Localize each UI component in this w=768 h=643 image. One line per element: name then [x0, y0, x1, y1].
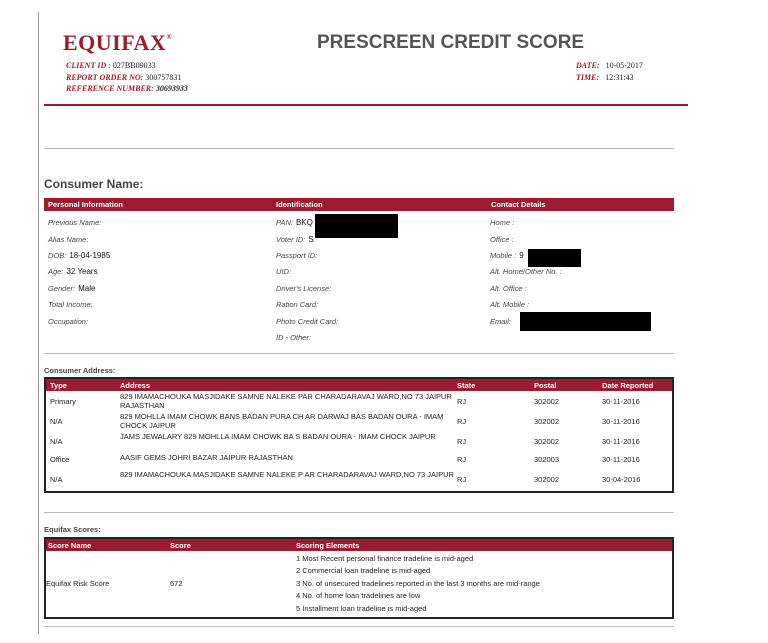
address-table: [44, 377, 674, 493]
address-row: Primary 829 IMAMACHOUKA MASJIDAKE SAMNE NALEKE PAR CHARADARAVAJ WARD,NO 73 JAIPUR RAJASTHAN RJ 302002 30-11-2016: [50, 392, 640, 410]
identification-heading: Identification: [276, 200, 323, 209]
score-name-value: Equifax Risk Score: [46, 579, 110, 588]
col-postal: Postal: [534, 380, 557, 390]
passport-id-field: Passport ID:: [276, 251, 318, 260]
scoring-element: 2 Commercial loan tradeline is mid-aged: [296, 566, 431, 575]
col-scoring-elements: Scoring Elements: [296, 540, 360, 550]
scores-divider: [44, 512, 674, 513]
report-datetime: [576, 60, 643, 83]
contact-details-heading: Contact Details: [491, 200, 546, 209]
age-field: Age: 32 Years: [48, 267, 98, 276]
redaction-pan-voter: [315, 214, 398, 238]
personal-info-heading: Personal Information: [48, 200, 124, 209]
consumer-info-header: [44, 198, 674, 211]
total-income-field: Total Income:: [48, 300, 93, 309]
redaction-email: [520, 312, 651, 331]
home-phone-field: Home :: [490, 218, 515, 227]
time-label: TIME:: [576, 72, 600, 82]
id-other-field: ID - Other:: [276, 333, 312, 342]
col-state: State: [457, 380, 476, 390]
col-date-reported: Date Reported: [602, 380, 654, 390]
previous-name-field: Previous Name:: [48, 218, 102, 227]
reference-label: REFERENCE NUMBER:: [66, 84, 154, 93]
scoring-element: 5 Installment loan tradeline is mid-aged: [296, 604, 427, 613]
equifax-logo: EQUIFAX®: [63, 30, 173, 55]
address-row: N/A 829 MOHLLA IMAM CHOWK BANS BADAN PURA CH AR DARWAJ BAS BADAN OURA - IMAM CHOCK JAIPUR RJ 302002 30-11-2016: [50, 412, 640, 430]
address-divider: [44, 353, 674, 354]
photo-credit-card-field: Photo Credit Card:: [276, 317, 339, 326]
alt-office-field: Alt. Office :: [490, 284, 527, 293]
equifax-scores-label: Equifax Scores:: [44, 525, 101, 534]
col-score: Score: [170, 540, 191, 550]
header-divider: [44, 104, 688, 106]
voter-id-field: Voter ID: S: [276, 235, 314, 244]
col-score-name: Score Name: [48, 540, 92, 550]
office-phone-field: Office :: [490, 235, 514, 244]
pan-field: PAN: BKQ: [276, 218, 313, 227]
report-identifiers: [66, 60, 188, 95]
drivers-license-field: Driver's License:: [276, 284, 332, 293]
occupation-field: Occupation:: [48, 317, 89, 326]
dob-field: DOB: 18-04-1985: [48, 251, 111, 260]
ration-card-field: Ration Card:: [276, 300, 319, 309]
mobile-field: Mobile : 9: [490, 251, 524, 260]
section-divider: [44, 148, 674, 149]
scoring-element: 3 No. of unsecured tradelines reported in the last 3 months are mid-range: [296, 579, 540, 588]
col-type: Type: [50, 380, 67, 390]
client-id-value: 027BB09033: [112, 61, 156, 70]
scores-table: [44, 537, 674, 619]
scores-table-header: [46, 539, 672, 551]
scoring-element: 1 Most Recent personal finance tradeline is mid-aged: [296, 554, 474, 563]
consumer-name-title: Consumer Name:: [44, 177, 144, 191]
left-margin-rule: [38, 12, 39, 634]
score-value: 672: [170, 579, 183, 588]
footer-divider: [44, 626, 674, 627]
client-id-label: CLIENT ID :: [66, 61, 111, 70]
date-value: 10-05-2017: [605, 61, 643, 70]
col-address: Address: [120, 380, 151, 390]
address-row: N/A 829 IMAMACHOUKA MASJIDAKE SAMNE NALEKE P AR CHARADARAVAJ WARD,NO 73 JAIPUR RJ 302002 30-04-2016: [50, 470, 641, 484]
time-value: 12:31:43: [605, 72, 634, 82]
address-row: Office AASIF GEMS JOHRI BAZAR JAIPUR RAJASTHAN RJ 302003 30-11-2016: [50, 453, 640, 464]
address-row: N/A JAMS JEWALARY 829 MOHLLA IMAM CHOWK BA S BADAN OURA - IMAM CHOCK JAIPUR RJ 302002 30-11-2016: [50, 432, 640, 446]
score-row: [46, 551, 672, 617]
uid-field: UID:: [276, 267, 291, 276]
consumer-address-label: Consumer Address:: [44, 366, 116, 375]
alt-mobile-field: Alt. Mobile :: [490, 300, 530, 309]
report-title: PRESCREEN CREDIT SCORE: [317, 32, 585, 53]
report-order-label: REPORT ORDER NO:: [66, 72, 144, 82]
scoring-element: 4 No. of home loan tradelines are low: [296, 591, 421, 600]
address-table-header: [46, 379, 672, 391]
redaction-mobile: [528, 249, 581, 267]
alt-home-field: Alt. Home/Other No. :: [490, 267, 562, 276]
report-order-value: 300757831: [145, 72, 182, 82]
email-field: Email:: [490, 317, 511, 326]
date-label: DATE:: [576, 61, 600, 70]
alias-name-field: Alias Name:: [48, 235, 89, 244]
gender-field: Gender: Male: [48, 284, 96, 293]
reference-value: 30693933: [155, 84, 188, 93]
